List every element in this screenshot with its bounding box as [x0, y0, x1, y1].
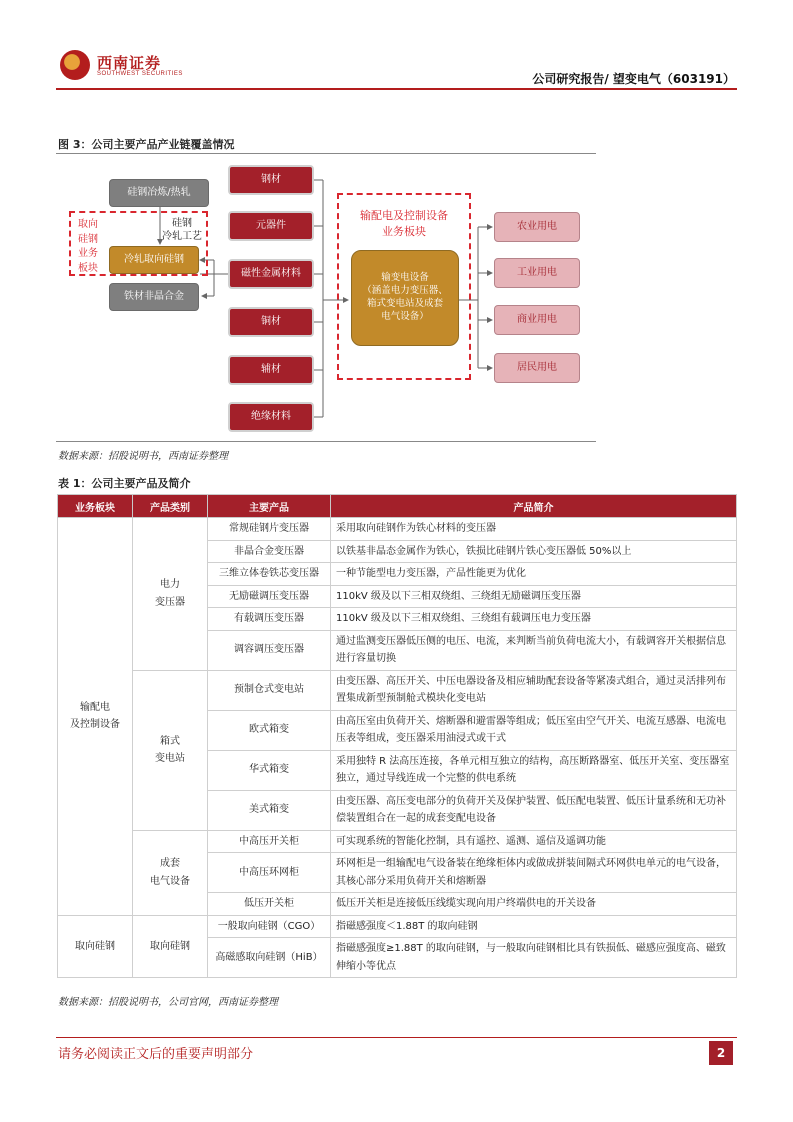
category-cell: 成套 电气设备 — [133, 830, 208, 915]
table-header-row — [58, 495, 737, 518]
product-cell: 欧式箱变 — [208, 710, 331, 750]
description-cell: 一种节能型电力变压器，产品性能更为优化 — [331, 563, 737, 586]
category-cell: 取向硅钢 — [133, 915, 208, 978]
description-cell: 110kV 级及以下三相双绕组、三绕组有载调压电力变压器 — [331, 608, 737, 631]
description-cell: 由高压室由负荷开关、熔断器和避雷器等组成；低压室由空气开关、电流互感器、电流电压表等组成，变压器采用油浸式或干式 — [331, 710, 737, 750]
report-title: 公司研究报告/ 望变电气（603191） — [532, 72, 735, 86]
cold-rolling-process-label: 硅钢 冷轧工艺 — [162, 218, 202, 242]
category-cell: 箱式 变电站 — [133, 670, 208, 830]
figure-source-note: 数据来源：招股说明书，西南证券整理 — [58, 451, 228, 462]
table-row — [58, 830, 737, 853]
use-industry-box: 工业用电 — [494, 258, 580, 288]
description-cell: 以铁基非晶态金属作为铁心，铁损比硅钢片铁心变压器低 50%以上 — [331, 540, 737, 563]
footer-disclaimer: 请务必阅读正文后的重要声明部分 — [58, 1047, 254, 1062]
description-cell: 可实现系统的智能化控制，具有遥控、遥测、遥信及遥调功能 — [331, 830, 737, 853]
description-cell: 通过监测变压器低压侧的电压、电流，来判断当前负荷电流大小，有载调容开关根据信息进行容量切换 — [331, 630, 737, 670]
description-cell: 由变压器、高压开关、中压电器设备及相应辅助配套设备等紧凑式组合，通过灵活排列布置集成新型预制舱式模块化变电站 — [331, 670, 737, 710]
material-magnetic-metal-box: 磁性金属材料 — [228, 259, 314, 289]
page-number: 2 — [709, 1041, 733, 1065]
footer-divider — [56, 1037, 737, 1038]
header-segment: 业务板块 — [58, 495, 133, 518]
product-cell: 高磁感取向硅钢（HiB） — [208, 938, 331, 978]
use-residential-box: 居民用电 — [494, 353, 580, 383]
material-auxiliary-box: 辅材 — [228, 355, 314, 385]
use-agriculture-box: 农业用电 — [494, 212, 580, 242]
description-cell: 110kV 级及以下三相双绕组、三绕组无励磁调压变压器 — [331, 585, 737, 608]
material-insulation-box: 绝缘材料 — [228, 402, 314, 432]
table-row — [58, 518, 737, 541]
material-steel-box: 钢材 — [228, 165, 314, 195]
product-cell: 中高压开关柜 — [208, 830, 331, 853]
segment-cell: 取向硅钢 — [58, 915, 133, 978]
material-components-box: 元器件 — [228, 211, 314, 241]
segment-cell: 输配电 及控制设备 — [58, 518, 133, 916]
table-row — [58, 670, 737, 710]
power-transmission-equipment-box: 输变电设备 （涵盖电力变压器、 箱式变电站及成套 电气设备） — [351, 250, 459, 346]
product-cell: 美式箱变 — [208, 790, 331, 830]
product-table — [57, 494, 737, 978]
description-cell: 采用取向硅钢作为铁心材料的变压器 — [331, 518, 737, 541]
product-cell: 无励磁调压变压器 — [208, 585, 331, 608]
grain-oriented-steel-box: 冷轧取向硅钢 — [109, 246, 199, 274]
product-cell: 三维立体卷铁芯变压器 — [208, 563, 331, 586]
silicon-smelt-box: 硅钢冶炼/热轧 — [109, 179, 209, 207]
description-cell: 指磁感强度≥1.88T 的取向硅钢，与一般取向硅钢相比具有铁损低、磁感应强度高、磁致伸缩小等优点 — [331, 938, 737, 978]
header-category: 产品类别 — [133, 495, 208, 518]
description-cell: 低压开关柜是连接低压线缆实现向用户终端供电的开关设备 — [331, 893, 737, 916]
grain-oriented-segment-label: 取向 硅钢 业务 板块 — [78, 219, 98, 274]
category-cell: 电力 变压器 — [133, 518, 208, 671]
product-cell: 调容调压变压器 — [208, 630, 331, 670]
description-cell: 由变压器、高压变电部分的负荷开关及保护装置、低压配电装置、低压计量系统和无功补偿装置组合在一起的成套变配电设备 — [331, 790, 737, 830]
table-title: 表 1：公司主要产品及简介 — [58, 477, 191, 490]
amorphous-alloy-box: 铁材非晶合金 — [109, 283, 199, 311]
product-cell: 中高压环网柜 — [208, 853, 331, 893]
product-cell: 华式箱变 — [208, 750, 331, 790]
product-cell: 非晶合金变压器 — [208, 540, 331, 563]
description-cell: 采用独特 R 法高压连接，各单元相互独立的结构，高压断路器室、低压开关室、变压器室独立，通过导线连成一个完整的供电系统 — [331, 750, 737, 790]
figure-bottom-rule — [56, 441, 596, 442]
description-cell: 指磁感强度＜1.88T 的取向硅钢 — [331, 915, 737, 938]
table-source-note: 数据来源：招股说明书，公司官网，西南证券整理 — [58, 997, 278, 1008]
product-cell: 预制仓式变电站 — [208, 670, 331, 710]
logo-chinese-name: 西南证券 — [97, 54, 162, 72]
description-cell: 环网柜是一组输配电气设备装在绝缘柜体内或做成拼装间隔式环网供电单元的电气设备，其核心部分采用负荷开关和熔断器 — [331, 853, 737, 893]
power-equipment-segment-title: 输配电及控制设备 业务板块 — [360, 209, 448, 238]
product-cell: 常规硅钢片变压器 — [208, 518, 331, 541]
header-description: 产品简介 — [331, 495, 737, 518]
product-cell: 一般取向硅钢（CGO） — [208, 915, 331, 938]
figure-title: 图 3：公司主要产品产业链覆盖情况 — [58, 138, 235, 151]
header-product: 主要产品 — [208, 495, 331, 518]
product-cell: 低压开关柜 — [208, 893, 331, 916]
use-commerce-box: 商业用电 — [494, 305, 580, 335]
product-cell: 有载调压变压器 — [208, 608, 331, 631]
table-row — [58, 915, 737, 938]
logo-english-name: SOUTHWEST SECURITIES — [97, 71, 183, 77]
material-copper-box: 铜材 — [228, 307, 314, 337]
